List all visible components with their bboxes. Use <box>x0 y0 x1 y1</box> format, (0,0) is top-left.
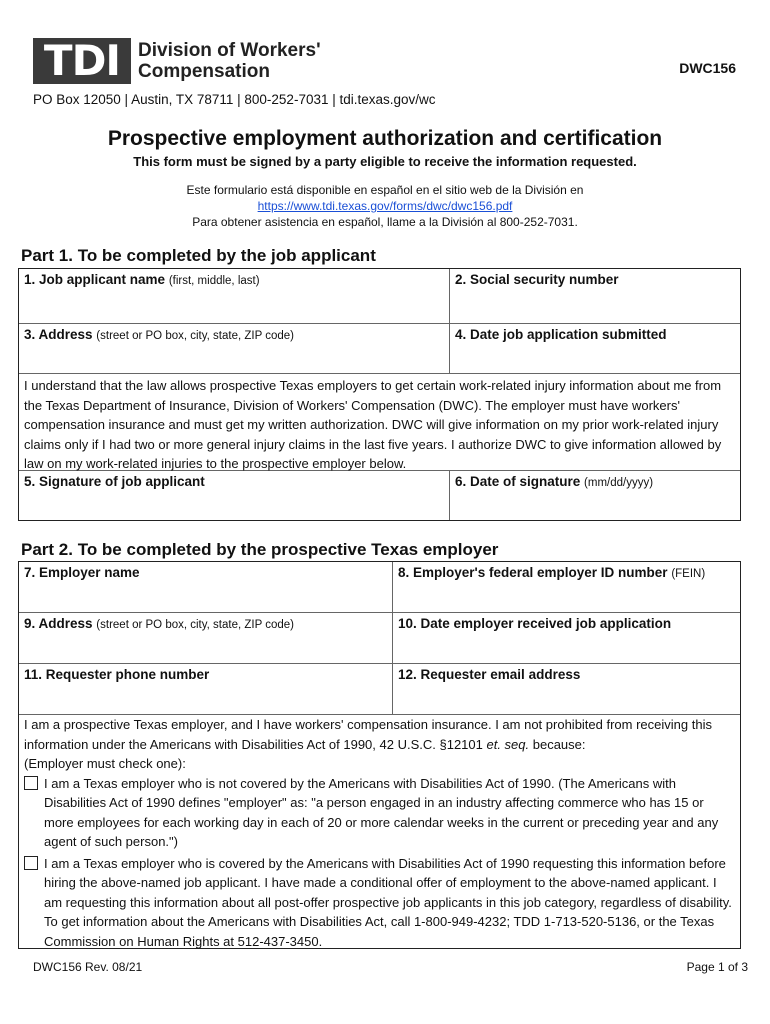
field-fein-hint: (FEIN) <box>671 568 706 580</box>
field-signature-date[interactable] <box>449 471 740 520</box>
contact-line: PO Box 12050 | Austin, TX 78711 | 800-252-7031 | tdi.texas.gov/wc <box>33 92 436 107</box>
field-requester-email[interactable] <box>392 664 740 714</box>
field-applicant-name[interactable] <box>19 269 449 323</box>
field-employer-name-label: 7. Employer name <box>24 565 140 580</box>
field-applicant-signature[interactable] <box>19 471 449 520</box>
field-requester-email-label: 12. Requester email address <box>398 667 581 682</box>
field-applicant-signature-label: 5. Signature of job applicant <box>24 474 205 489</box>
option-not-covered-ada[interactable] <box>24 774 735 852</box>
tdi-logo: TDI <box>33 38 131 84</box>
field-application-date[interactable] <box>449 324 740 373</box>
spanish-form-link[interactable]: https://www.tdi.texas.gov/forms/dwc/dwc156.pdf <box>257 199 513 213</box>
spanish-notice <box>0 182 770 230</box>
form-revision: DWC156 Rev. 08/21 <box>33 960 143 974</box>
field-received-date-label: 10. Date employer received job application <box>398 616 672 631</box>
field-applicant-name-label: 1. Job applicant name <box>24 272 166 287</box>
field-ssn-label: 2. Social security number <box>455 272 619 287</box>
field-application-date-label: 4. Date job application submitted <box>455 327 667 342</box>
field-fein-label: 8. Employer's federal employer ID number <box>398 565 668 580</box>
field-ssn[interactable] <box>449 269 740 323</box>
must-check-note: (Employer must check one): <box>24 756 186 771</box>
spanish-line3: Para obtener asistencia en español, llame a la División al 800-252-7031. <box>192 215 578 229</box>
page-number: Page 1 of 3 <box>686 960 748 974</box>
agency-name-line1: Division of Workers' <box>138 40 321 61</box>
field-fein[interactable] <box>392 562 740 612</box>
page-title: Prospective employment authorization and certification <box>107 127 663 150</box>
part1-authorization-statement: I understand that the law allows prospective Texas employers to get certain work-related injury information about me from the Texas Department of Insurance, Division of Workers' Compensation (DWC). The employer must have workers' compensation insurance and must get my written authorization. DWC will give information on my prior work-related injury claims only if I had two or more general injury claims in the last five years. I authorize DWC to give information allowed by law on my work-related injuries to the prospective employer below. <box>19 374 740 471</box>
field-applicant-address-label: 3. Address <box>24 327 93 342</box>
spanish-line1: Este formulario está disponible en español en el sitio web de la División en <box>186 183 584 197</box>
part2-certification-statement: I am a prospective Texas employer, and I have workers' compensation insurance. I am not prohibited from receiving this information under the Americans with Disabilities Act of 1990, 42 U.S.C. §12101 et. seq. because: <box>24 717 712 752</box>
field-employer-address[interactable] <box>19 613 392 663</box>
field-applicant-address-hint: (street or PO box, city, state, ZIP code) <box>96 330 294 342</box>
page-subtitle: This form must be signed by a party eligible to receive the information requested. <box>133 154 637 169</box>
part2-heading: Part 2. To be completed by the prospective Texas employer <box>21 540 499 559</box>
form-id: DWC156 <box>679 60 736 76</box>
field-received-date[interactable] <box>392 613 740 663</box>
field-requester-phone-label: 11. Requester phone number <box>24 667 210 682</box>
field-requester-phone[interactable] <box>19 664 392 714</box>
field-employer-address-hint: (street or PO box, city, state, ZIP code) <box>96 619 294 631</box>
field-applicant-name-hint: (first, middle, last) <box>168 275 260 287</box>
agency-name-line2: Compensation <box>138 61 270 82</box>
field-employer-name[interactable] <box>19 562 392 612</box>
field-signature-date-label: 6. Date of signature <box>455 474 581 489</box>
option-not-covered-checkbox[interactable] <box>24 776 38 790</box>
option-covered-ada[interactable] <box>24 854 735 952</box>
part2-table <box>18 561 741 949</box>
field-applicant-address[interactable] <box>19 324 449 373</box>
option-not-covered-text: I am a Texas employer who is not covered by the Americans with Disabilities Act of 1990. (The Americans with Disabilities Act of 1990 defines "employer" as: "a person engaged in an industry affecting commerce who has 15 or more employees for each working day in each of 20 or more calendar weeks in the current or preceding year and any agent of such person.") <box>44 775 719 849</box>
field-signature-date-hint: (mm/dd/yyyy) <box>584 477 654 489</box>
field-employer-address-label: 9. Address <box>24 616 93 631</box>
part2-certification <box>19 715 740 951</box>
agency-name <box>138 40 321 82</box>
part1-heading: Part 1. To be completed by the job applicant <box>21 246 376 265</box>
option-covered-checkbox[interactable] <box>24 856 38 870</box>
part1-table <box>18 268 741 521</box>
option-covered-text: I am a Texas employer who is covered by the Americans with Disabilities Act of 1990 requesting this information before hiring the above-named job applicant. I have made a conditional offer of employment to the above-named applicant. I am requesting this information about all post-offer prospective job applicants in this job category, regardless of disability. To get information about the Americans with Disabilities Act, call 1-800-949-4232; TDD 1-713-520-5136, or the Texas Commission on Human Rights at 512-437-3450. <box>44 855 732 949</box>
